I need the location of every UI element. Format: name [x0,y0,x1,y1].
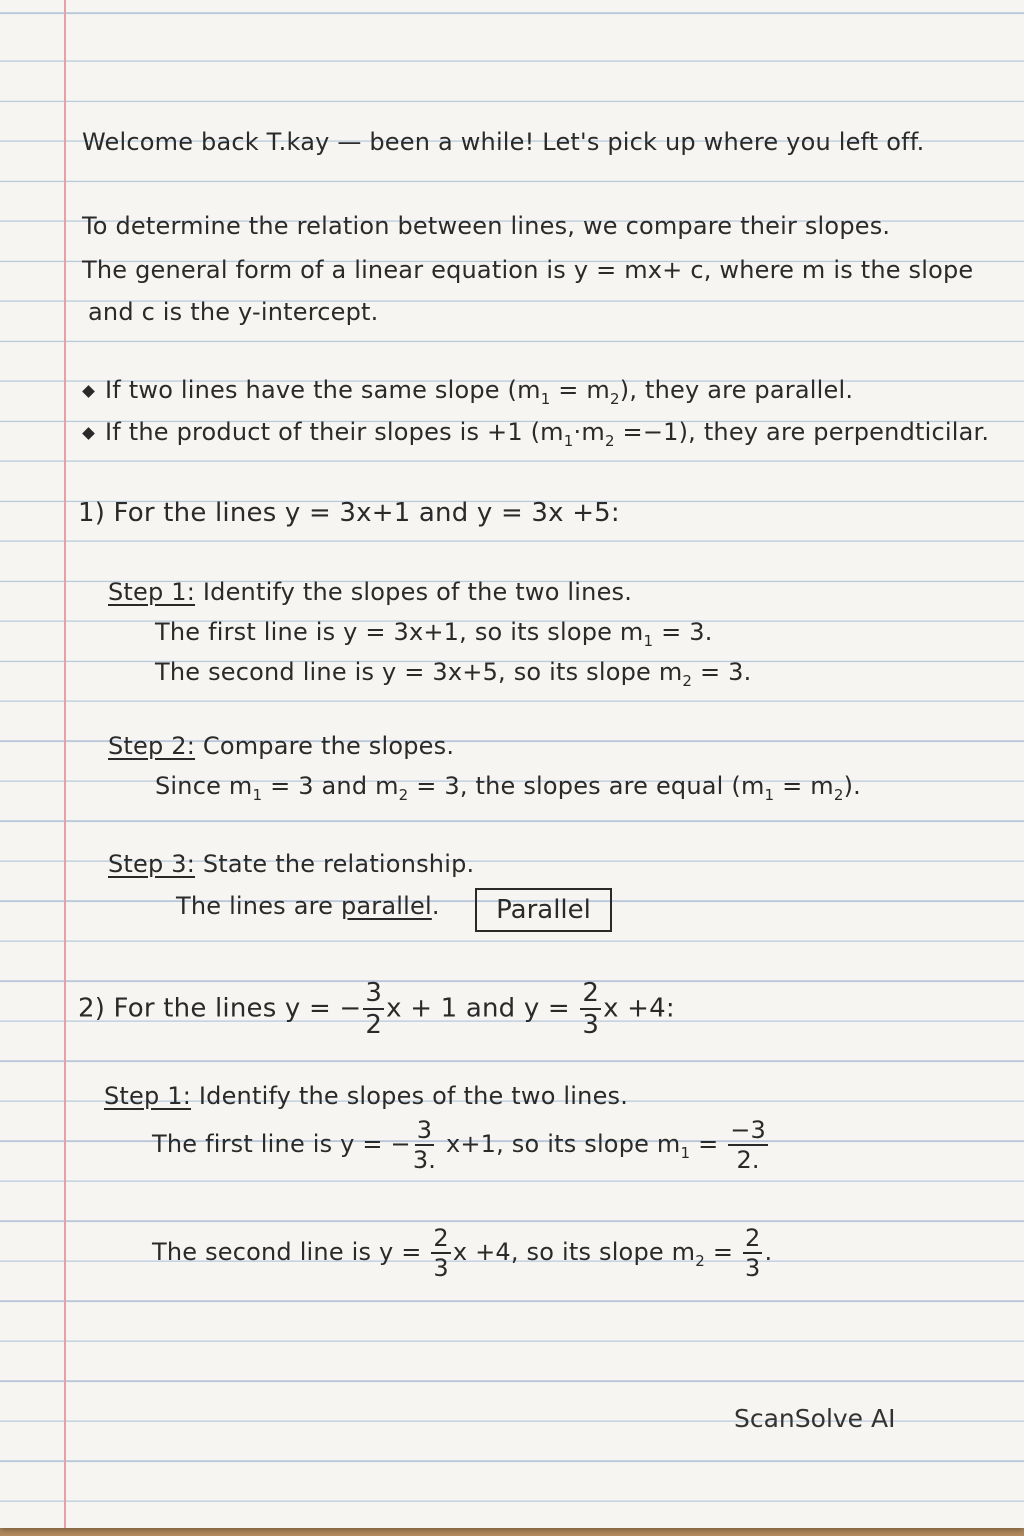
subscript: 1 [540,389,551,408]
p1-step-1-line-1 [155,618,713,650]
subscript: 1 [252,785,263,804]
numerator: 2 [433,1224,449,1252]
intro-line-1: To determine the relation between lines, we compare their slopes. [82,212,891,240]
text: x+1, so its slope m [438,1130,681,1158]
numerator: −3 [730,1116,766,1144]
subscript: 1 [563,431,574,450]
denominator: 3 [582,1010,600,1040]
text: The second line is y = [152,1238,430,1266]
margin-line [64,0,66,1528]
step-title: Compare the slopes. [202,732,455,760]
step-label: Step 2: [108,732,196,760]
numerator: 3 [416,1116,433,1144]
text: = 3. [692,658,752,686]
fraction [363,980,384,1038]
text: = m [774,772,834,800]
text: 2) For the lines y = − [78,993,362,1024]
step-label: Step 1: [108,578,196,606]
bullet-icon [82,427,95,440]
fraction [413,1118,436,1172]
fraction [728,1118,768,1172]
rule-perp-text-a: If the product of their slopes is +1 (m [105,418,564,446]
text: = 3, the slopes are equal (m [408,772,765,800]
step-label: Step 1: [104,1082,192,1110]
denominator: 2. [736,1146,760,1174]
fraction [743,1226,762,1280]
subscript: 2 [610,389,620,408]
subscript: 1 [680,1143,691,1162]
text: The first line is y = 3x+1, so its slope m [155,618,644,646]
step-title: Identify the slopes of the two lines. [202,578,633,606]
rule-parallel-text-b: = m [550,376,610,404]
intro-line-3: and c is the y-intercept. [88,298,379,326]
intro-line-2: The general form of a linear equation is y = mx+ c, where m is the slope [82,256,974,284]
text: = [690,1130,727,1158]
text: Since m [155,772,253,800]
p2-step-1-line-1 [152,1118,770,1172]
denominator: 3 [433,1254,449,1282]
subscript: 1 [643,631,654,650]
rule-perp-text-c: =−1), they are perpendticilar. [614,418,990,446]
p1-step-2-heading [108,732,454,760]
problem-1-heading: 1) For the lines y = 3x+1 and y = 3x +5: [78,498,620,528]
bullet-icon [82,385,95,398]
subscript: 1 [764,785,775,804]
step-title: Identify the slopes of the two lines. [198,1082,629,1110]
text: The second line is y = 3x+5, so its slope m [155,658,683,686]
text: = [705,1238,741,1266]
fraction [431,1226,450,1280]
text: The first line is y = − [152,1130,411,1158]
p1-step-3-line [176,892,440,920]
p2-step-1-heading [104,1082,628,1110]
subscript: 2 [833,785,844,804]
answer-box: Parallel [475,888,612,932]
rule-parallel-text-a: If two lines have the same slope (m [105,376,541,404]
p1-step-1-heading [108,578,632,606]
step-label: Step 3: [108,850,196,878]
text: . [431,892,440,920]
p1-step-2-line [155,772,861,804]
denominator: 2 [365,1010,383,1040]
numerator: 3 [365,978,383,1008]
underlined-word: parallel [340,892,432,920]
denominator: 3 [744,1254,761,1282]
p2-step-1-line-2 [152,1226,772,1280]
greeting-text: Welcome back T.kay — been a while! Let's pick up where you left off. [82,128,925,156]
rule-perp-text-b: ·m [573,418,605,446]
text: = 3. [653,618,713,646]
denominator: 3. [412,1146,437,1174]
p1-step-3-heading [108,850,474,878]
text: . [764,1238,773,1266]
text: = 3 and m [262,772,399,800]
numerator: 2 [582,978,600,1008]
step-title: State the relationship. [202,850,475,878]
subscript: 2 [398,785,409,804]
p1-step-1-line-2 [155,658,751,690]
numerator: 2 [744,1224,761,1252]
fraction [580,980,601,1038]
problem-2-heading [78,980,675,1038]
subscript: 2 [695,1251,705,1270]
brand-watermark: ScanSolve AI [734,1404,896,1433]
rule-parallel [84,376,853,408]
subscript: 2 [604,431,615,450]
rule-perpendicular [84,418,989,450]
text: x +4: [603,993,675,1024]
text: x + 1 and y = [386,993,579,1024]
text: x +4, so its slope m [452,1238,696,1266]
text: ). [843,772,861,800]
text: The lines are [176,892,341,920]
rule-parallel-text-c: ), they are parallel. [619,376,854,404]
subscript: 2 [682,671,693,690]
